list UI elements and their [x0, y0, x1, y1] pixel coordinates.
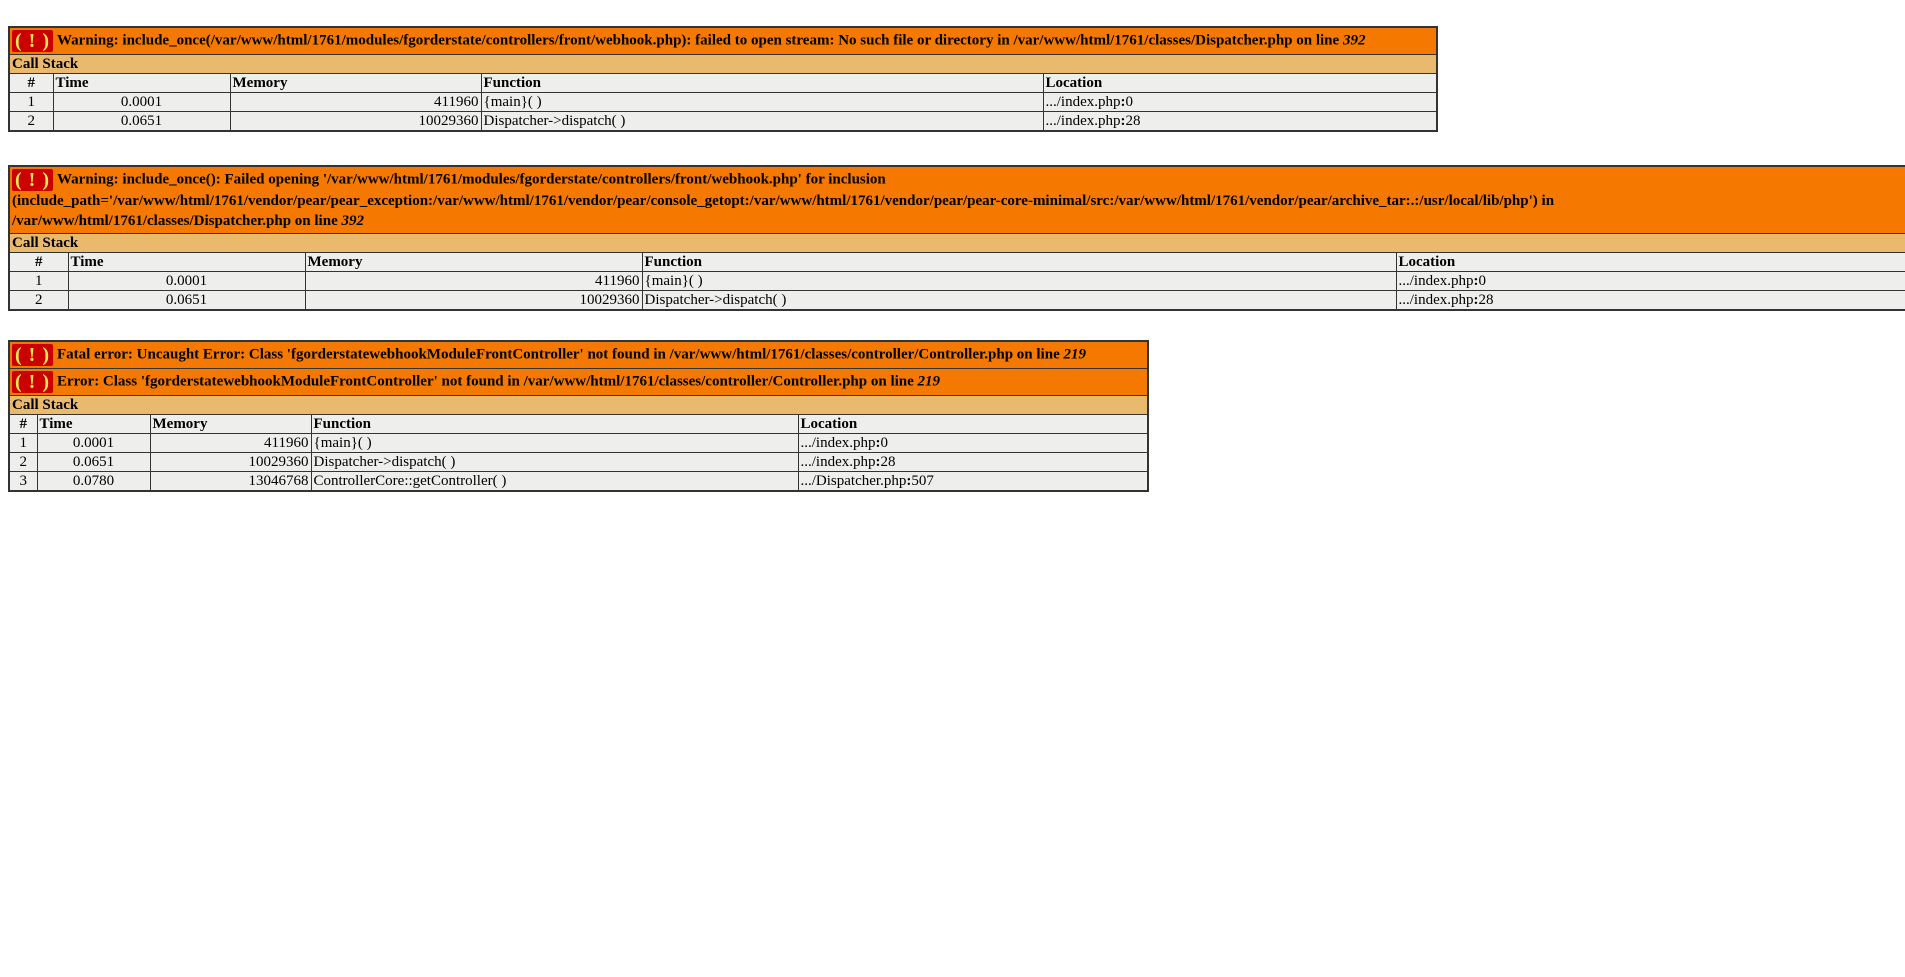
frame-location — [1043, 112, 1437, 132]
frame-number: 2 — [9, 453, 37, 472]
table-row — [9, 434, 1148, 453]
frame-memory: 10029360 — [230, 112, 481, 132]
location-separator: : — [1473, 292, 1479, 308]
error-2-clip — [0, 165, 1905, 325]
location-file: .../Dispatcher.php — [800, 473, 907, 489]
error-message-4 — [9, 369, 1148, 396]
error-table-3 — [8, 340, 1149, 492]
location-line: 0 — [1478, 273, 1486, 289]
location-separator: : — [1120, 94, 1126, 110]
location-separator: : — [1120, 113, 1126, 129]
frame-location — [1396, 272, 1905, 291]
frame-time: 0.0001 — [37, 434, 150, 453]
frame-function: Dispatcher->dispatch( ) — [642, 291, 1396, 311]
frame-number: 1 — [9, 434, 37, 453]
location-file: .../index.php — [1045, 113, 1121, 129]
frame-time: 0.0651 — [68, 291, 305, 311]
frame-function: {main}( ) — [481, 93, 1043, 112]
table-row — [9, 291, 1905, 311]
error-message-text: /var/www/html/1761/classes/Dispatcher.php on line — [12, 213, 342, 229]
error-line-number: 392 — [1342, 32, 1366, 49]
location-line: 0 — [880, 435, 888, 451]
col-header-time: Time — [37, 415, 150, 434]
frame-time: 0.0001 — [53, 93, 230, 112]
alert-icon: ( ! ) — [12, 371, 53, 393]
callstack-title: Call Stack — [9, 234, 1905, 253]
error-table-1 — [8, 26, 1438, 132]
col-header-memory: Memory — [150, 415, 311, 434]
error-message-text: Fatal error: Uncaught Error: Class 'fgorderstatewebhookModuleFrontController' not found in /var/www/html/1761/classes/controller/Controller.php on line — [56, 346, 1064, 363]
location-file: .../index.php — [1045, 94, 1121, 110]
location-file: .../index.php — [800, 435, 876, 451]
col-header-memory: Memory — [230, 74, 481, 93]
alert-icon: ( ! ) — [12, 30, 53, 52]
frame-number: 2 — [9, 112, 53, 132]
frame-location — [1396, 291, 1905, 311]
error-message-2 — [9, 166, 1905, 234]
col-header-location: Location — [1043, 74, 1437, 93]
error-table-2 — [8, 165, 1905, 311]
frame-memory: 10029360 — [150, 453, 311, 472]
table-row — [9, 472, 1148, 492]
callstack-title: Call Stack — [9, 55, 1437, 74]
frame-time: 0.0780 — [37, 472, 150, 492]
col-header-function: Function — [311, 415, 798, 434]
frame-time: 0.0651 — [53, 112, 230, 132]
frame-function: {main}( ) — [311, 434, 798, 453]
alert-icon: ( ! ) — [12, 169, 53, 191]
frame-number: 1 — [9, 93, 53, 112]
frame-location — [798, 453, 1148, 472]
col-header-number: # — [9, 74, 53, 93]
col-header-memory: Memory — [305, 253, 642, 272]
location-file: .../index.php — [800, 454, 876, 470]
location-line: 0 — [1125, 94, 1133, 110]
callstack-title: Call Stack — [9, 396, 1148, 415]
error-line-number: 392 — [341, 213, 364, 229]
col-header-function: Function — [481, 74, 1043, 93]
location-file: .../index.php — [1398, 292, 1474, 308]
error-message-text: Warning: include_once(/var/www/html/1761/modules/fgorderstate/controllers/front/webhook.php): failed to open stream: No such file or directory in /var/www/html/1761/classes/Dispatcher.php on line — [56, 32, 1343, 49]
table-row — [9, 453, 1148, 472]
col-header-function: Function — [642, 253, 1396, 272]
frame-function: Dispatcher->dispatch( ) — [481, 112, 1043, 132]
frame-number: 1 — [9, 272, 68, 291]
col-header-number: # — [9, 253, 68, 272]
error-message-text: (include_path='/var/www/html/1761/vendor/pear/pear_exception:/var/www/html/1761/vendor/pear/console_getopt:/var/www/html/1761/vendor/pear/pear-core-minimal/src:/var/www/html/1761/vendor/pear/archive_tar:.:/usr/local/lib/php') in — [12, 193, 1555, 209]
col-header-location: Location — [1396, 253, 1905, 272]
frame-function: ControllerCore::getController( ) — [311, 472, 798, 492]
frame-memory: 10029360 — [305, 291, 642, 311]
location-separator: : — [1473, 273, 1479, 289]
error-message-text: Error: Class 'fgorderstatewebhookModuleFrontController' not found in /var/www/html/1761/classes/controller/Controller.php on line — [56, 373, 918, 390]
frame-memory: 411960 — [230, 93, 481, 112]
frame-time: 0.0651 — [37, 453, 150, 472]
col-header-time: Time — [68, 253, 305, 272]
alert-icon: ( ! ) — [12, 344, 53, 366]
location-line: 507 — [911, 473, 934, 489]
error-message-text: Warning: include_once(): Failed opening '/var/www/html/1761/modules/fgorderstate/controllers/front/webhook.php' for inclusion — [56, 171, 886, 188]
location-file: .../index.php — [1398, 273, 1474, 289]
table-row — [9, 112, 1437, 132]
table-row — [9, 93, 1437, 112]
frame-function: Dispatcher->dispatch( ) — [311, 453, 798, 472]
error-message-1 — [9, 27, 1437, 55]
col-header-location: Location — [798, 415, 1148, 434]
error-message-3 — [9, 341, 1148, 369]
frame-memory: 411960 — [150, 434, 311, 453]
location-line: 28 — [1125, 113, 1141, 129]
location-separator: : — [875, 454, 881, 470]
frame-memory: 13046768 — [150, 472, 311, 492]
location-line: 28 — [880, 454, 896, 470]
frame-memory: 411960 — [305, 272, 642, 291]
error-line-number: 219 — [917, 373, 941, 390]
frame-function: {main}( ) — [642, 272, 1396, 291]
frame-location — [1043, 93, 1437, 112]
frame-time: 0.0001 — [68, 272, 305, 291]
frame-location — [798, 472, 1148, 492]
location-separator: : — [875, 435, 881, 451]
error-line-number: 219 — [1063, 346, 1086, 363]
location-separator: : — [906, 473, 912, 489]
col-header-number: # — [9, 415, 37, 434]
location-line: 28 — [1478, 292, 1494, 308]
col-header-time: Time — [53, 74, 230, 93]
table-row — [9, 272, 1905, 291]
frame-number: 2 — [9, 291, 68, 311]
frame-number: 3 — [9, 472, 37, 492]
frame-location — [798, 434, 1148, 453]
